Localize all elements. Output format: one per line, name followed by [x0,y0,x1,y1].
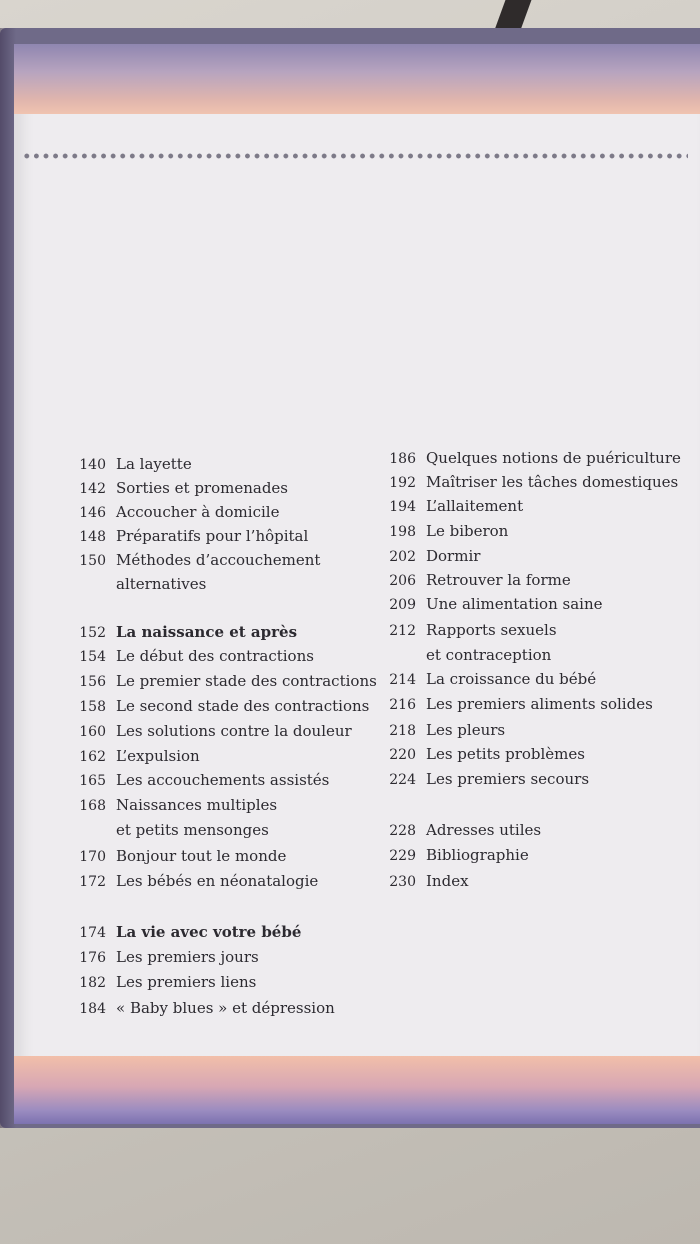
page-number: 152 [79,625,106,641]
entry-title: Rapports sexuels [426,621,557,639]
toc-entry [376,767,589,791]
page-number: 162 [79,749,106,765]
toc-entry [376,869,469,893]
entry-title: Maîtriser les tâches domestiques [426,473,679,491]
toc-entry [376,742,585,766]
top-gradient-band [14,44,700,114]
toc-entry [66,524,308,548]
toc-entry [66,945,259,969]
entry-title: alternatives [116,575,207,593]
entry-title: « Baby blues » et dépression [116,999,335,1017]
entry-title: Le second stade des contractions [116,697,370,715]
entry-title: Naissances multiples [116,796,278,814]
toc-entry [66,548,320,572]
page-number: 140 [79,457,106,473]
entry-title: Une alimentation saine [426,595,603,613]
page-number: 156 [79,674,106,690]
page-number: 154 [79,649,106,665]
entry-title: Le premier stade des contractions [116,672,377,690]
entry-title: Bibliographie [426,846,529,864]
page-number: 186 [389,451,416,467]
entry-title: Les premiers secours [426,770,590,788]
page-number: 176 [79,950,106,966]
entry-title: Quelques notions de puériculture [426,449,681,467]
entry-title: Les premiers aliments solides [426,695,653,713]
entry-title: Les accouchements assistés [116,771,330,789]
toc-entry [376,718,505,742]
entry-title: Les pleurs [426,721,506,739]
entry-title: et petits mensonges [116,821,269,839]
page-number: 172 [79,874,106,890]
entry-title: Préparatifs pour l’hôpital [116,527,309,545]
toc-entry [376,667,596,691]
toc-entry [376,592,602,616]
toc-entry [66,793,277,817]
page-number: 202 [389,549,416,565]
entry-title: Index [426,872,469,890]
entry-title: Bonjour tout le monde [116,847,287,865]
entry-title: Les bébés en néonatalogie [116,872,319,890]
toc-entry [376,544,480,568]
page-number: 158 [79,699,106,715]
page-number: 206 [389,573,416,589]
toc-entry [66,694,369,718]
entry-title: Sorties et promenades [116,479,289,497]
entry-title: Les premiers jours [116,948,259,966]
toc-entry [376,818,541,842]
page-number: 218 [389,723,416,739]
toc-entry [376,692,653,716]
toc-entry [66,620,297,644]
entry-title: Adresses utiles [426,821,542,839]
toc-entry [376,494,523,518]
entry-title: et contraception [426,646,552,664]
toc-entry [66,768,329,792]
entry-title: Les premiers liens [116,973,257,991]
page-number: 142 [79,481,106,497]
page-number: 170 [79,849,106,865]
entry-title: La vie avec votre bébé [116,923,302,941]
toc-entry [376,843,529,867]
contents-page [14,44,700,1124]
page-number: 229 [389,848,416,864]
entry-title: L’expulsion [116,747,200,765]
toc-entry [376,618,557,642]
page-number: 214 [389,672,416,688]
page-number: 184 [79,1001,106,1017]
page-number: 209 [389,597,416,613]
page-number: 146 [79,505,106,521]
toc-entry [66,719,352,743]
entry-title: Dormir [426,547,481,565]
page-number: 220 [389,747,416,763]
toc-entry [66,869,318,893]
page-number: 165 [79,773,106,789]
page-number: 182 [79,975,106,991]
toc-entry [66,818,269,842]
toc-entry [66,996,335,1020]
toc-entry [66,744,200,768]
toc-entry [66,844,286,868]
toc-entry [376,519,508,543]
toc-entry [66,500,279,524]
toc-entry [66,452,192,476]
toc-entry [376,568,571,592]
page-number: 228 [389,823,416,839]
page-number: 192 [389,475,416,491]
page-number: 160 [79,724,106,740]
page-number: 216 [389,697,416,713]
page-number: 194 [389,499,416,515]
toc-entry [66,669,377,693]
entry-title: La croissance du bébé [426,670,597,688]
toc-entry [376,643,551,667]
dotted-rule [22,152,688,160]
page-number: 230 [389,874,416,890]
bottom-gradient-band [14,1056,700,1124]
entry-title: Les solutions contre la douleur [116,722,352,740]
page-number: 212 [389,623,416,639]
page-number: 174 [79,925,106,941]
entry-title: La naissance et après [116,623,298,641]
page-number: 198 [389,524,416,540]
toc-entry [66,920,301,944]
entry-title: Méthodes d’accouchement [116,551,321,569]
entry-title: Le début des contractions [116,647,314,665]
entry-title: Le biberon [426,522,509,540]
toc-entry [66,572,206,596]
page-number: 150 [79,553,106,569]
entry-title: Les petits problèmes [426,745,585,763]
entry-title: L’allaitement [426,497,524,515]
entry-title: La layette [116,455,192,473]
toc-entry [376,446,681,470]
page-number: 148 [79,529,106,545]
entry-title: Accoucher à domicile [116,503,280,521]
toc-entry [66,970,256,994]
toc-entry [66,476,288,500]
page-number: 168 [79,798,106,814]
toc-entry [66,644,314,668]
toc-entry [376,470,678,494]
page-number: 224 [389,772,416,788]
entry-title: Retrouver la forme [426,571,571,589]
